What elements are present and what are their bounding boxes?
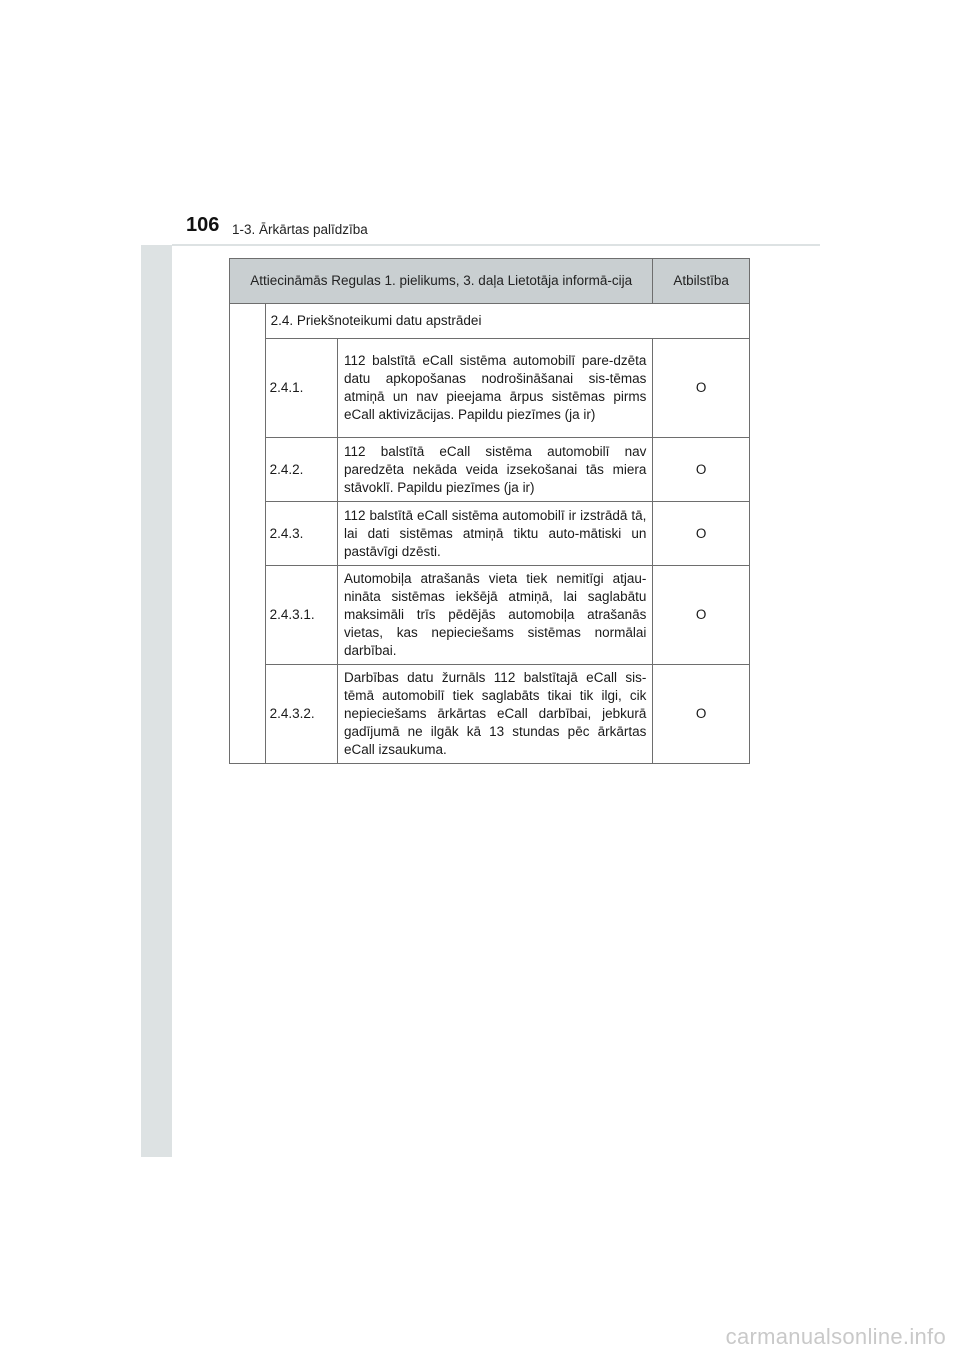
header-divider xyxy=(172,244,820,246)
row-compliance: O xyxy=(653,502,750,566)
indent-cell xyxy=(230,304,266,764)
column-header-compliance: Atbilstība xyxy=(653,259,750,304)
row-number: 2.4.3.2. xyxy=(265,665,337,764)
row-compliance: O xyxy=(653,339,750,438)
row-compliance: O xyxy=(653,566,750,665)
row-compliance: O xyxy=(653,665,750,764)
table-row xyxy=(230,502,750,566)
group-row xyxy=(230,304,750,339)
row-text: 112 balstītā eCall sistēma automobilī nav paredzēta nekāda veida izsekošanai tās miera stāvoklī. Papildu piezīmes (ja ir) xyxy=(337,438,652,502)
row-number: 2.4.3. xyxy=(265,502,337,566)
row-text: 112 balstītā eCall sistēma automobilī pare-dzēta datu apkopošanas nodrošināšanai sis-tēmas atmiņā un nav pieejama ārpus sistēmas pirms eCall aktivizācijas. Papildu piezīmes (ja ir) xyxy=(337,339,652,438)
group-title: 2.4. Priekšnoteikumi datu apstrādei xyxy=(265,304,749,339)
row-text: Darbības datu žurnāls 112 balstītajā eCall sis-tēmā automobilī tiek saglabāts tikai tik ilgi, cik nepieciešams ārkārtas eCall darbībai, jebkurā gadījumā ne ilgāk kā 13 stundas pēc ārkārtas eCall izsaukuma. xyxy=(337,665,652,764)
table-header-row xyxy=(230,259,750,304)
requirements-table xyxy=(229,258,750,764)
table-row xyxy=(230,665,750,764)
page-number: 106 xyxy=(186,214,220,236)
row-compliance: O xyxy=(653,438,750,502)
table-row xyxy=(230,339,750,438)
table-row xyxy=(230,438,750,502)
row-text: 112 balstītā eCall sistēma automobilī ir izstrādā tā, lai dati sistēmas atmiņā tiktu auto-mātiski un pastāvīgi dzēsti. xyxy=(337,502,652,566)
watermark: carmanualsonline.info xyxy=(725,1324,946,1349)
row-text: Automobiļa atrašanās vieta tiek nemitīgi atjau- nināta sistēmas iekšējā atmiņā, lai saglabātu maksimāli trīs pēdējās automobiļa atrašanās vietas, kas nepieciešams sistēmas normālai darbībai. xyxy=(337,566,652,665)
section-title: 1-3. Ārkārtas palīdzība xyxy=(232,222,368,237)
row-number: 2.4.2. xyxy=(265,438,337,502)
side-tab-band xyxy=(141,200,172,1157)
row-number: 2.4.1. xyxy=(265,339,337,438)
row-number: 2.4.3.1. xyxy=(265,566,337,665)
table-row xyxy=(230,566,750,665)
column-header-requirement: Attiecināmās Regulas 1. pielikums, 3. daļa Lietotāja informā-cija xyxy=(230,259,653,304)
